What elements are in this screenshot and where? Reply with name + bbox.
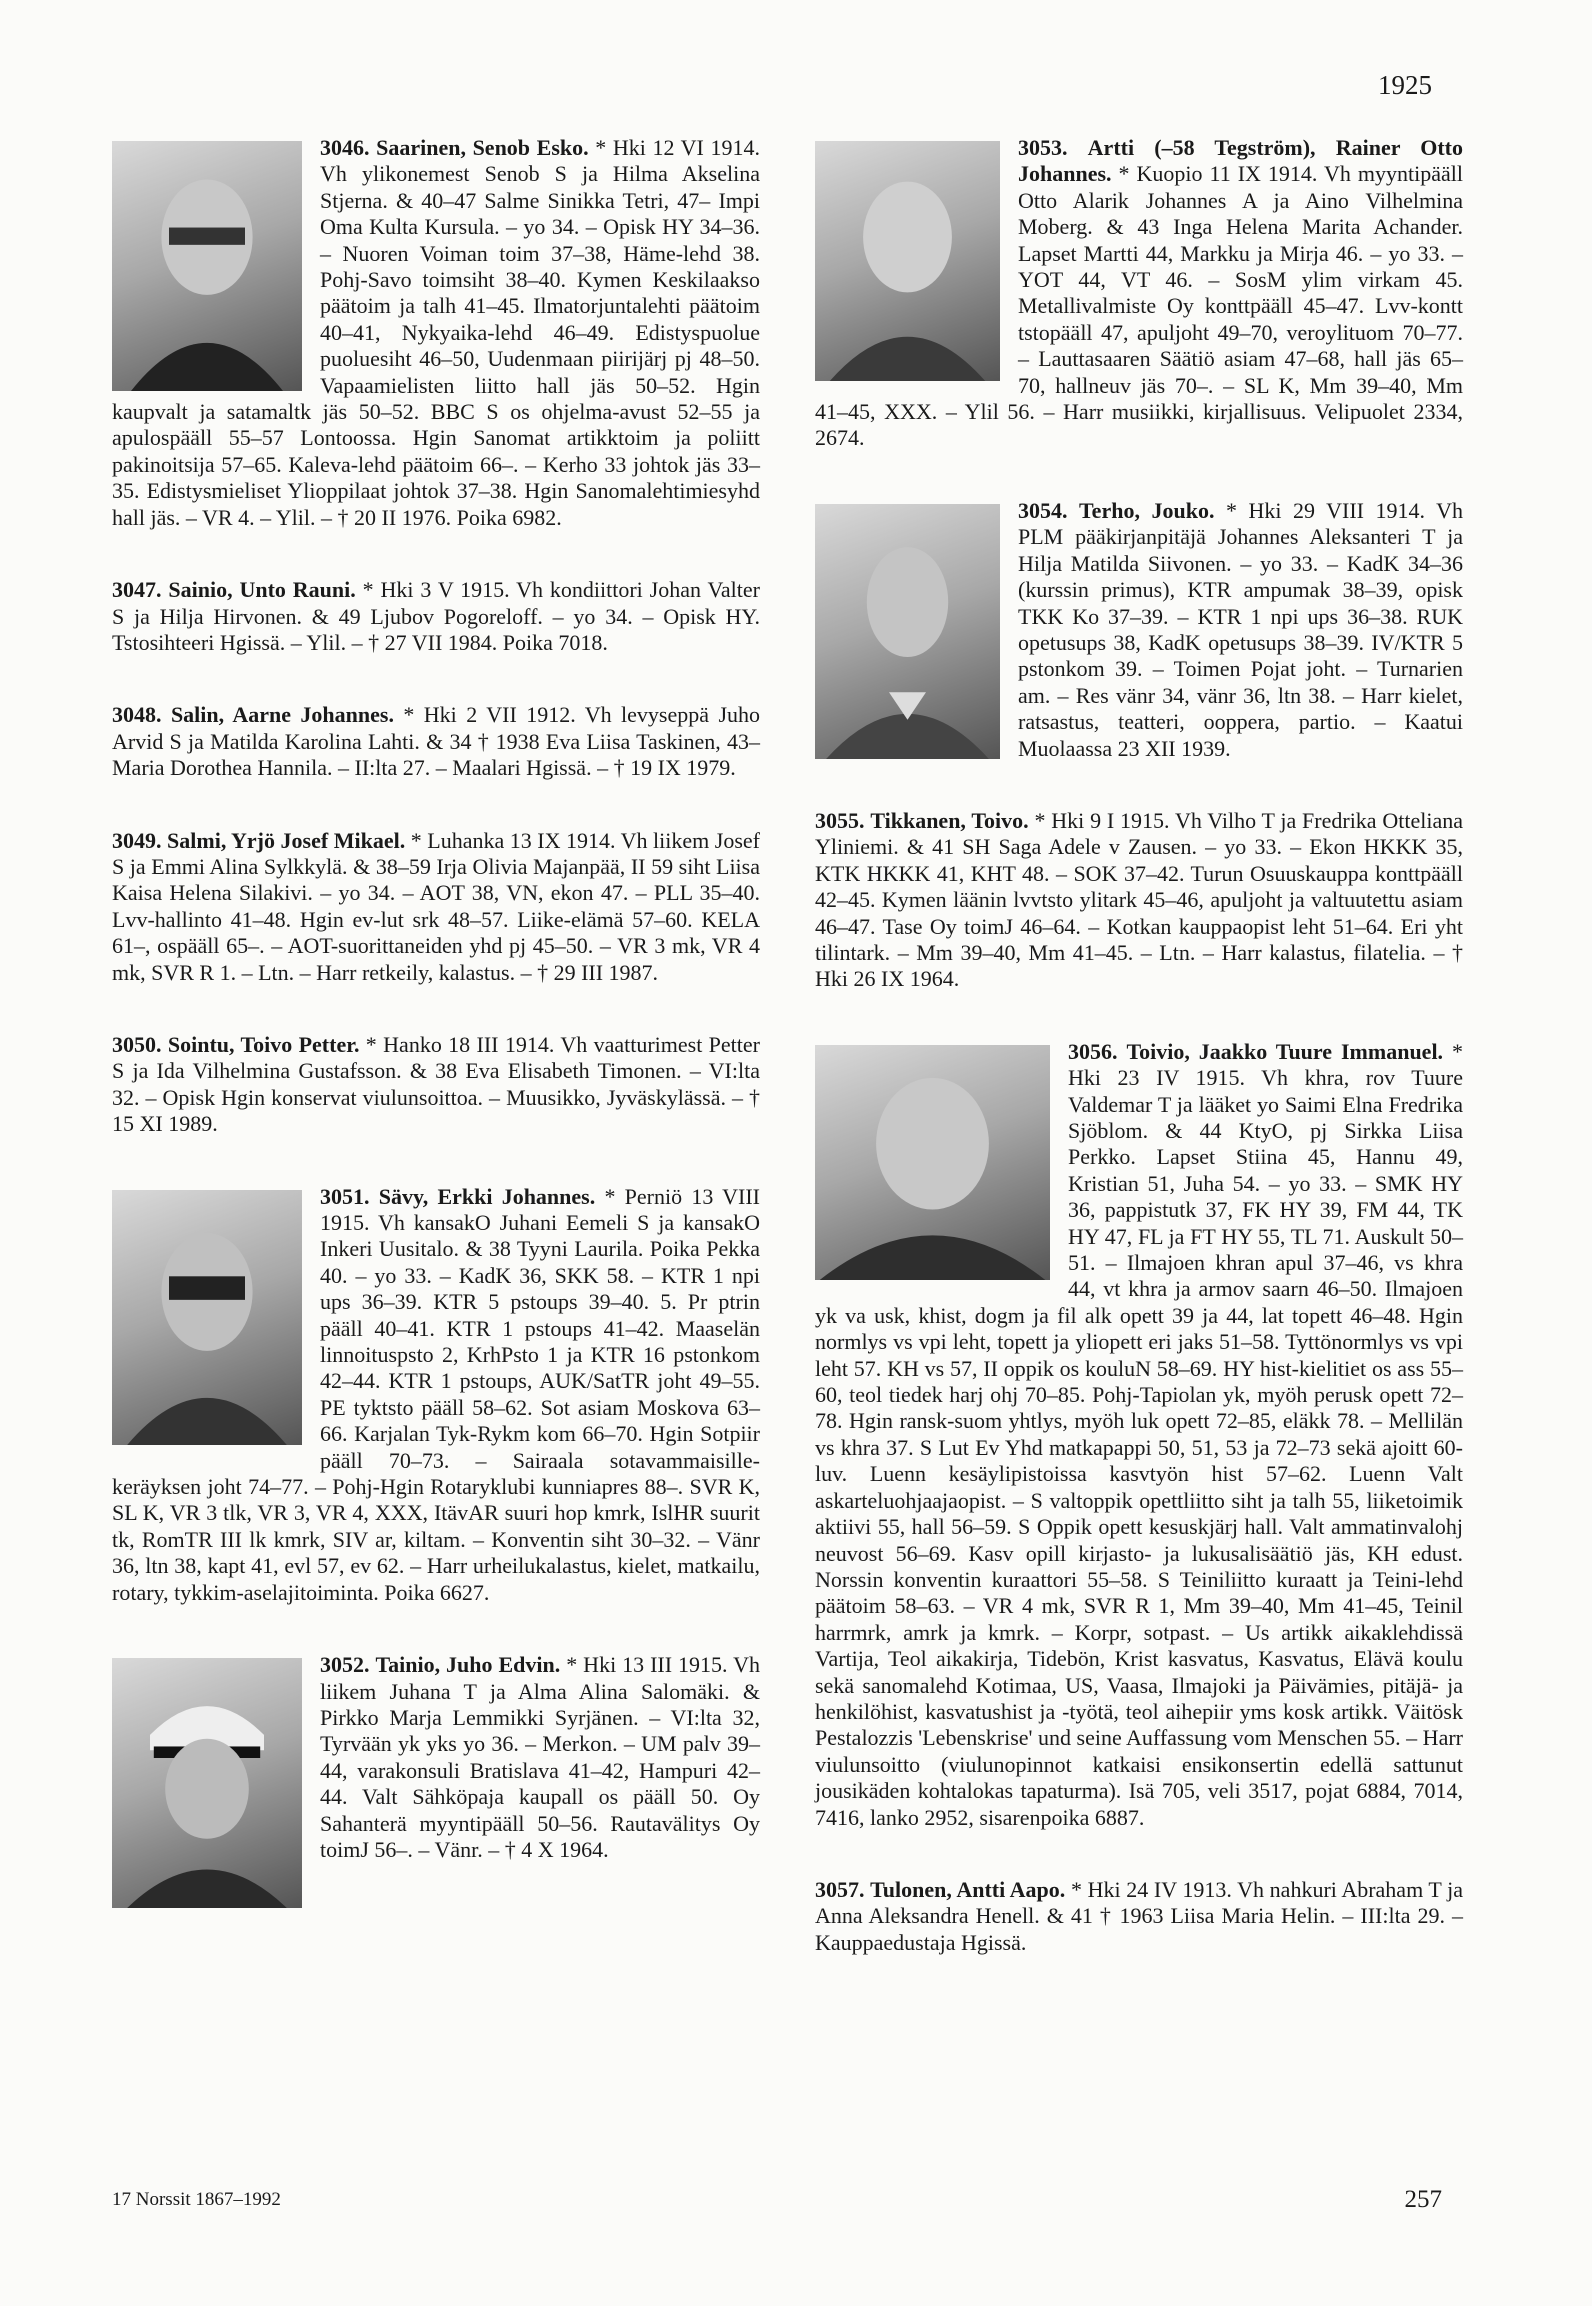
- entry-text: * Hki 2 VII 1912. Vh levyseppä Juho Arvid S ja Matilda Karolina Lahti. & 34 † 1938 Eva Liisa Taskinen, 43– Maria Dorothea Hannila. – II:lta 27. – Maalari Hgissä. – † 19 IX 1979.: [112, 702, 761, 781]
- entry-text: * Hki 3 V 1915. Vh kondiittori Johan Valter S ja Hilja Hirvonen. & 49 Ljubov Pogoreloff. – yo 34. – Opisk HY. Tstosihteeri Hgissä. – Ylil. – † 27 VII 1984. Poika 7018.: [112, 577, 760, 655]
- entry-name: Terho, Jouko.: [1079, 497, 1215, 523]
- entry-number: 3049.: [112, 827, 162, 853]
- left-column: [112, 135, 760, 1916]
- entry-name: Sainio, Unto Rauni.: [168, 577, 356, 603]
- entry-name: Saarinen, Senob Esko.: [376, 135, 589, 160]
- entry-name: Tainio, Juho Edvin.: [375, 1652, 561, 1678]
- biography-entry: [815, 498, 1463, 762]
- biography-entry: [112, 577, 760, 656]
- entry-name: Salin, Aarne Johannes.: [170, 702, 394, 728]
- entry-text: * Hki 24 IV 1913. Vh nahkuri Abraham T ja Anna Aleksandra Henell. & 41 † 1963 Liisa Maria Helin. – III:lta 29. – Kauppaedustaja Hgissä.: [815, 1876, 1464, 1955]
- entry-number: 3057.: [815, 1876, 865, 1902]
- portrait-photo: [815, 504, 1000, 759]
- entry-number: 3048.: [112, 702, 162, 728]
- portrait-photo: [112, 141, 302, 391]
- entry-name: Tulonen, Antti Aapo.: [870, 1876, 1066, 1902]
- entry-text: * Hki 9 I 1915. Vh Vilho T ja Fredrika Otteliana Yliniemi. & 41 SH Saga Adele v Zausen. – yo 33. – Ekon HKKK 35, KTK HKKK 41, KHT 48. – SOK 37–42. Turun Osuuskauppa konttpääll 42–45. Kymen läänin lvvtsto ylitark 45–46, apuljoht ja valtuutettu asiam 46–47. Tase Oy toimJ 46–64. – Kotkan kauppaopist leht 51–64. Eri yht tilintark. – Mm 39–40, Mm 41–45. – Ltn. – Harr kalastus, filatelia. – † Hki 26 IX 1964.: [815, 807, 1464, 992]
- entry-name: Sointu, Toivo Petter.: [167, 1031, 360, 1057]
- entry-text: * Hki 12 VI 1914. Vh ylikonemest Senob S ja Hilma Akselina Stjerna. & 40–47 Salme Sinikka Tetri, 47– Impi Oma Kulta Kursula. – yo 34. – Opisk HY 34–36. – Nuoren Voiman toim 37–38, Häme-lehd 38. Pohj-Savo toimsiht 38–40. Kymen Keskilaakso päätoim ja talh 41–45. Ilmatorjuntalehti päätoim 40–41, Nykyaika-lehd 46–49. Edistyspuolue puoluesiht 46–50, Uudenmaan piirijärj pj 48–50. Vapaamielisten liitto hall jäs 50–52. Hgin kaupvalt ja satamaltk jäs 50–52. BBC S os ohjelma-avust 52–55 ja apulospääll 55–57 Lontoossa. Hgin Sanomat artikktoim ja poliitt pakinoitsija 57–65. Kaleva-lehd päätoim 66–. – Kerho 33 johtok jäs 33–35. Edistysmieliset Ylioppilaat johtok 37–38. Hgin Sanomalehtimiesyhd hall jäs. – VR 4. – Ylil. – † 20 II 1976. Poika 6982.: [112, 135, 760, 530]
- entry-name: Salmi, Yrjö Josef Mikael.: [167, 827, 406, 853]
- entry-text: * Hki 13 III 1915. Vh liikem Juhana T ja Alma Alina Salomäki. & Pirkko Marja Lemmikki Syrjänen. – VI:lta 32, Tyrvään yk yks yo 36. – Merkon. – UM palv 39–44, varakonsuli Bratislava 41–42, Hampuri 42–44. Valt Sähköpaja kaupall os pääll 50. Oy Sahanterä myyntipääll 50–56. Rautavälitys Oy toimJ 56–. – Vänr. – † 4 X 1964.: [320, 1652, 761, 1862]
- biography-entry: [815, 1039, 1463, 1831]
- entry-text: * Hanko 18 III 1914. Vh vaatturimest Petter S ja Ida Vilhelmina Gustafsson. & 38 Eva Elisabeth Timonen. – VI:lta 32. – Opisk Hgin konservat viulunsoittoa. – Muusikko, Jyväskylässä. – † 15 XI 1989.: [112, 1031, 760, 1137]
- biography-entry: [112, 828, 760, 986]
- portrait-photo: [815, 141, 1000, 381]
- entry-text: * Perniö 13 VIII 1915. Vh kansakO Juhani Eemeli S ja kansakO Inkeri Uusitalo. & 38 Tyyni Laurila. Poika Pekka 40. – yo 33. – KadK 36, SKK 58. – KTR 1 npi ups 36–39. KTR 5 pstoups 39–40. 5. Pr ptrin pääll 40–41. KTR 1 pstoups 41–42. Maaselän linnoituspsto 2, KrhPsto 1 ja KTR 16 pstonkom 42–44. KTR 1 pstoups, AUK/SatTR joht 49–55. PE tyktsto pääll 58–62. Sot asiam Moskova 63–66. Karjalan Tyk-Rykm kom 66–70. Hgin Sotpiir pääll 70–73. – Sairaala sotavammaisille-keräyksen joht 74–77. – Pohj-Hgin Rotaryklubi kunniapres 88–. SVR K, SL K, VR 3 tlk, VR 3, VR 4, XXX, ItävAR suuri hop kmrk, IslHR suurit tk, RomTR III lk kmrk, SIV ar, kiltam. – Konventin siht 30–32. – Vänr 36, ltn 38, kapt 41, evl 57, ev 62. – Harr urheilukalastus, kielet, matkailu, rotary, tykkim-aselajitoiminta. Poika 6627.: [112, 1183, 760, 1605]
- entry-text: * Hki 29 VIII 1914. Vh PLM pääkirjanpitäjä Johannes Aleksanteri T ja Hilja Matilda Siivonen. – yo 33. – KadK 34–36 (kurssin primus), KTR ampumak 38–39, opisk TKK Ko 37–39. – KTR 1 npi ups 36–38. RUK opetusups 38, KadK opetusups 38–39. IV/KTR 5 pstonkom 39. – Toimen Pojat joht. – Turnarien am. – Res vänr 34, vänr 36, ltn 38. – Harr kielet, ratsastus, teatteri, ooppera, partio. – Kaatui Muolaassa 23 XII 1939.: [1018, 497, 1464, 761]
- entry-text: * Kuopio 11 IX 1914. Vh myyntipääll Otto Alarik Johannes A ja Aino Vilhelmina Moberg. & 43 Inga Helena Marita Achander. Lapset Martti 44, Markku ja Mirja 46. – yo 33. – YOT 44, VT 46. – SosM ylim virkam 45. Metallivalmiste Oy konttpääll 45–47. Lvv-kontt tstopääll 47, apuljoht 49–70, veroylituom 70–77. – Lauttasaaren Säätiö asiam 47–68, hall jäs 65–70, hallneuv jäs 70–. – SL K, Mm 39–40, Mm 41–45, XXX. – Ylil 56. – Harr musiikki, kirjallisuus. Velipuolet 2334, 2674.: [815, 161, 1463, 451]
- footer-source: 17 Norssit 1867–1992: [112, 2189, 281, 2210]
- entry-number: 3054.: [1018, 497, 1068, 523]
- page-number: 1925: [1378, 70, 1432, 100]
- footer-page-number: 257: [1404, 2186, 1442, 2213]
- portrait-photo: [112, 1190, 302, 1445]
- entry-number: 3050.: [112, 1031, 162, 1057]
- biography-entry: [112, 135, 760, 531]
- entry-number: 3046.: [320, 135, 370, 160]
- entry-name: Sävy, Erkki Johannes.: [378, 1183, 596, 1209]
- entry-name: Tikkanen, Toivo.: [870, 807, 1029, 833]
- biography-entry: [112, 1652, 760, 1863]
- right-column: [815, 135, 1463, 2002]
- entry-text: * Luhanka 13 IX 1914. Vh liikem Josef S ja Emmi Alina Sylkkylä. & 38–59 Irja Olivia Majanpää, II 59 siht Liisa Kaisa Helena Silakivi. – yo 34. – AOT 38, VN, ekon 47. – PLL 35–40. Lvv-hallinto 41–48. Hgin ev-lut srk 48–57. Liike-elämä 57–60. KELA 61–, ospääll 65–. – AOT-suorittaneiden yhd pj 45–50. – VR 3 mk, VR 4 mk, SVR R 1. – Ltn. – Harr retkeily, kalastus. – † 29 III 1987.: [112, 827, 761, 985]
- entry-name: Toivio, Jaakko Tuure Immanuel.: [1126, 1038, 1444, 1064]
- biography-entry: [112, 1032, 760, 1138]
- entry-number: 3052.: [320, 1652, 370, 1678]
- biography-entry: [815, 1877, 1463, 1956]
- entry-number: 3047.: [112, 577, 162, 603]
- entry-name: Artti (–58 Tegström), Rainer Otto Johannes.: [1018, 135, 1464, 187]
- entry-number: 3055.: [815, 807, 865, 833]
- portrait-photo: [112, 1658, 302, 1908]
- biography-entry: [815, 808, 1463, 993]
- entry-number: 3051.: [320, 1183, 370, 1209]
- biography-entry: [112, 702, 760, 781]
- portrait-photo: [815, 1045, 1050, 1280]
- biography-entry: [112, 1184, 760, 1607]
- entry-number: 3056.: [1068, 1038, 1118, 1064]
- entry-number: 3053.: [1018, 135, 1068, 160]
- entry-text: * Hki 23 IV 1915. Vh khra, rov Tuure Valdemar T ja lääket yo Saimi Elna Fredrika Sjöblom. & 44 KtyO, pj Sirkka Liisa Perkko. Lapset Stiina 45, Hannu 49, Kristian 51, Juha 54. – yo 33. – SMK HY 36, pappistutk 37, FK HY 39, FM 44, TK HY 47, FL ja FT HY 55, TL 71. Auskult 50–51. – Ilmajoen khran apul 37–46, vs khra 44, vt khra ja armov saarn 46–50. Ilmajoen yk va usk, khist, dogm ja fil alk opett 39 ja 44, lat topett 46–48. Hgin normlys vs vpi leht, topett ja yliopett eri jaks 51–58. Tyttönormlys vs vpi leht 57. KH vs 57, II oppik os kouluN 58–69. HY hist-kielitiet os ass 55–60, teol tiedek harj ohj 70–85. Pohj-Tapiolan yk, myöh perusk opett 72–78. Hgin ransk-suom yhtlys, myöh luk opett 72–85, eläkk 78. – Mellilän vs khra 37. S Lut Ev Yhd matkapappi 50, 51, 53 ja 72–73 sekä ajoitt 60-luv. Luenn kesäylipistoissa kasvtyön hist 57–62. Luenn Valt askarteluohjaajaopist. – S valtoppik opettliitto siht ja talh 55, liiketoimik aktiivi 55, hall 56–59. S Oppik opett kesuskjärj hall. Valt ammatinvalohj neuvost 56–69. Kasv opill kirjasto- ja lukusalisäätiö jäs, KH edust. Norssin konventin kuraattori 55–58. S Teiniliitto kuraatt ja Teini-lehd päätoim 58–63. – VR 4 mk, SVR R 1, Mm 39–40, Mm 41–45, Teinil harrmrk, amrk ja kmrk. – Korpr, sotpast. – Us artikk aikaklehdissä Vartija, Teol aikakirja, Tidebön, Krist kasvatus, Kasvatus, Elävä koulu sekä sanomalehd Kotimaa, US, Vaasa, Ilmajoki ja Päivämies, pitäjä- ja henkilöhist, kasvatushist ja -työtä, teol aihepiir yms kosk artikk. Väitösk Pestalozzis 'Lebenskrise' und seine Auffassung vom Menschen 55. – Harr viulunsoitto (viulunopinnot katkaisi ensikonsertin edellä sattunut jousikäden kohtalokas tapaturma). Isä 705, veli 3517, pojat 6884, 7014, 7416, lanko 2952, sisarenpoika 6887.: [815, 1038, 1464, 1830]
- biography-entry: [815, 135, 1463, 452]
